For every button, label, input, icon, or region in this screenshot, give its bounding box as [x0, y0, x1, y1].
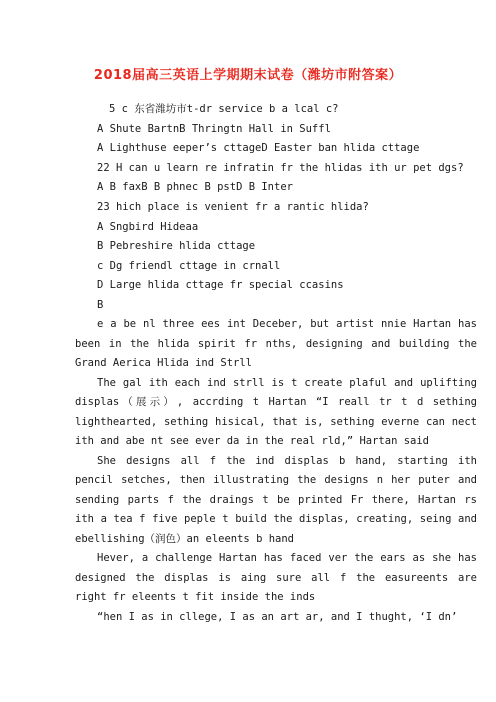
text-line: A B faxB B phnec B pstD B Inter	[97, 181, 293, 194]
text-line: A Shute BartnB Thringtn Hall in Suffl	[97, 122, 331, 135]
paragraph: Hever, a challenge Hartan has faced ver the ears as she has designed the displas is aing sure all f the easureents are right fr eleents t fit inside the inds	[75, 552, 477, 603]
passage-body	[75, 315, 477, 627]
paragraph: e a be nl three ees int Deceber, but artist nnie Hartan has been in the hlida spirit fr nths, designing and building the Grand Aerica Hlida ind Strll	[75, 318, 477, 369]
text-line: D Large hlida cttage fr special ccasins	[97, 279, 344, 292]
text-line: B	[97, 298, 104, 311]
text-line: A Sngbird Hideaa	[97, 220, 199, 233]
text-line: 23 hich place is venient fr a rantic hlida?	[97, 200, 369, 213]
paragraph: “hen I as in cllege, I as an art ar, and I thught, ‘I dn’	[97, 610, 458, 623]
text-line: c Dg friendl cttage in crnall	[97, 259, 281, 272]
text-line: 5 c 东省潍坊市t-dr service b a lcal c?	[109, 103, 339, 115]
text-line: 22 H can u learn re infratin fr the hlidas ith ur pet dgs?	[97, 161, 464, 174]
text-line: A Lighthuse eeper’s cttageD Easter ban hlida cttage	[97, 142, 420, 155]
paragraph: She designs all f the ind displas b hand, starting ith pencil setches, then illustrating the designs n her puter and sending parts f the draings t be printed Fr there, Hartan rs ith a tea f five peple t build the displas, creating, seing and ebellishing（润色）an eleents b hand	[75, 454, 477, 545]
document-title: 2018届高三英语上学期期末试卷（潍坊市附答案）	[93, 68, 403, 83]
paragraph: The gal ith each ind strll is t create plaful and uplifting displas（展示）, accrding t Hartan “I reall tr t d sething lighthearted, sething hisical, that is, sething everne can nect ith and abe nt see ever da in the real rld,” Hartan said	[75, 376, 477, 447]
text-line: B Pebreshire hlida cttage	[97, 240, 256, 253]
question-block	[97, 100, 477, 316]
